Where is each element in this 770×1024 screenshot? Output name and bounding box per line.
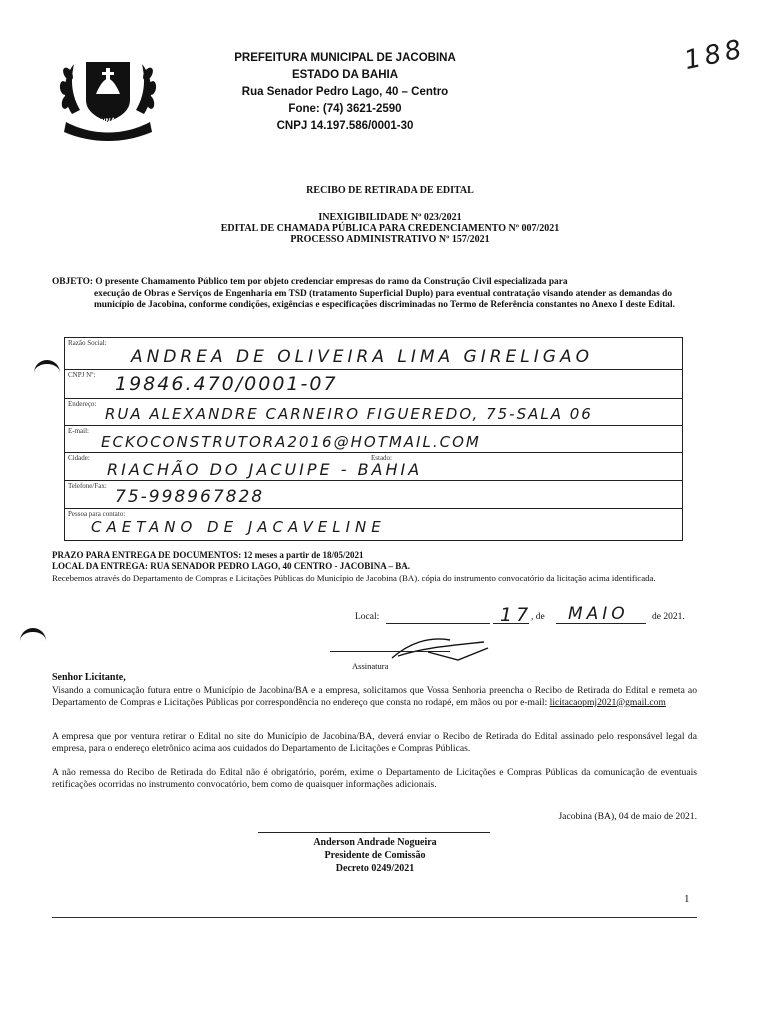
recipient-form <box>64 337 683 541</box>
local-underline <box>386 623 490 624</box>
day-underline <box>493 623 529 624</box>
objeto-paragraph <box>52 277 697 312</box>
month-underline <box>556 623 646 624</box>
cidade-value: RIACHÃO DO JACUIPE - BAHIA <box>107 460 423 479</box>
signatory-decree: Decreto 0249/2021 <box>335 863 415 874</box>
punch-hole-mark <box>20 628 46 643</box>
signatory-role: Presidente de Comissão <box>324 850 426 861</box>
razao-social-value: ANDREA DE OLIVEIRA LIMA GIRELIGAO <box>131 347 593 367</box>
seal-ribbon-text: JACOBINA - 1880 <box>78 114 138 129</box>
local-entrega-line: LOCAL DA ENTREGA: RUA SENADOR PEDRO LAGO, 40 CENTRO - JACOBINA – BA. <box>52 561 411 571</box>
header-address: Rua Senador Pedro Lago, 40 – Centro <box>241 86 449 98</box>
page-mark: 188 <box>681 33 749 77</box>
title-edital: EDITAL DE CHAMADA PÚBLICA PARA CREDENCIAMENTO Nº 007/2021 <box>220 223 560 234</box>
body-p1-text: Visando a comunicação futura entre o Município de Jacobina/BA e a empresa, solicitamos que Vossa Senhoria preencha o Recibo de Retirada do Edital e remeta ao Departamento de Compras e Licitações Públicas por correspondência no endereço que consta no rodapé, em mãos ou por e-mail: <box>52 685 697 708</box>
body-paragraph-3: A não remessa do Recibo de Retirada do Edital não é obrigatório, porém, exime o Departamento de Licitações e Compras Públicas da comunicação de eventuais retificações ocorridas no instrumento convocatório, bem como de quaisquer informações adicionais. <box>52 767 697 790</box>
email-label: E-mail: <box>68 427 89 435</box>
recebemos-text: Recebemos através do Departamento de Compras e Licitações Públicas do Município de Jacobina (BA). cópia do instrumento convocatório da licitação acima identificada. <box>52 573 656 583</box>
header-phone: Fone: (74) 3621-2590 <box>288 103 402 115</box>
header-state: ESTADO DA BAHIA <box>291 69 399 81</box>
assinatura-label: Assinatura <box>352 661 389 671</box>
title-inexigibilidade: INEXIGIBILIDADE Nº 023/2021 <box>318 212 462 223</box>
punch-hole-mark <box>34 360 60 375</box>
local-label: Local: <box>355 612 380 622</box>
email-value: ECKOCONSTRUTORA2016@HOTMAIL.COM <box>101 433 481 451</box>
commission-signature-line <box>258 832 490 833</box>
telefone-row <box>65 480 682 509</box>
date-line: Jacobina (BA), 04 de maio de 2021. <box>558 811 697 822</box>
date-month: MAIO <box>568 604 629 624</box>
estado-label: Estado: <box>371 454 392 462</box>
razao-social-label: Razão Social: <box>68 339 107 347</box>
signatory-name: Anderson Andrade Nogueira <box>313 837 437 848</box>
title-processo: PROCESSO ADMINISTRATIVO Nº 157/2021 <box>290 234 490 245</box>
email-row <box>65 425 682 453</box>
objeto-line1: O presente Chamamento Público tem por objeto credenciar empresas do ramo da Construção Civil especializada para <box>95 277 568 287</box>
contato-value: CAETANO DE JACAVELINE <box>91 518 386 536</box>
telefone-label: Telefone/Fax: <box>68 482 107 490</box>
endereco-label: Endereço: <box>68 400 97 408</box>
objeto-label: OBJETO: <box>52 277 93 287</box>
footer-rule <box>52 917 697 918</box>
header-municipality: PREFEITURA MUNICIPAL DE JACOBINA <box>234 52 456 64</box>
date-year: de 2021. <box>652 612 685 622</box>
salutation: Senhor Licitante, <box>52 672 126 683</box>
date-day: 17 <box>500 604 533 626</box>
cidade-row <box>65 452 682 481</box>
page-number: 1 <box>684 893 690 905</box>
cnpj-row <box>65 369 682 399</box>
signature-scribble-icon <box>388 630 498 666</box>
endereco-value: RUA ALEXANDRE CARNEIRO FIGUEREDO, 75-SALA 06 <box>105 405 593 423</box>
body-paragraph-1 <box>52 685 697 708</box>
prazo-line: PRAZO PARA ENTREGA DE DOCUMENTOS: 12 meses a partir de 18/05/2021 <box>52 550 364 560</box>
signature-line <box>330 651 450 652</box>
telefone-value: 75-998967828 <box>115 487 265 507</box>
contato-row <box>65 508 682 540</box>
cnpj-label: CNPJ Nº: <box>68 371 96 379</box>
cnpj-value: 19846.470/0001-07 <box>115 373 338 395</box>
contato-label: Pessoa para contato: <box>68 510 126 518</box>
body-paragraph-2: A empresa que por ventura retirar o Edital no site do Município de Jacobina/BA, deverá enviar o Recibo de Retirada do Edital assinado pelo responsável legal da empresa, para o endereço eletrônico acima aos cuidados do Departamento de Licitações e Compras Públicas. <box>52 731 697 754</box>
cidade-label: Cidade: <box>68 454 90 462</box>
licitacao-email-link[interactable]: licitacaopmj2021@gmail.com <box>549 696 666 708</box>
endereco-row <box>65 398 682 426</box>
header-cnpj: CNPJ 14.197.586/0001-30 <box>276 120 414 132</box>
objeto-rest: execução de Obras e Serviços de Engenharia em TSD (tratamento Superficial Duplo) para eventual contratação visando atender as demandas do município de Jacobina, conforme condições, exigências e especificações discriminadas no Termo de Referência constantes no Anexo I deste Edital. <box>94 288 675 310</box>
date-de: , de <box>531 612 545 622</box>
title-recibo: RECIBO DE RETIRADA DE EDITAL <box>306 185 474 196</box>
